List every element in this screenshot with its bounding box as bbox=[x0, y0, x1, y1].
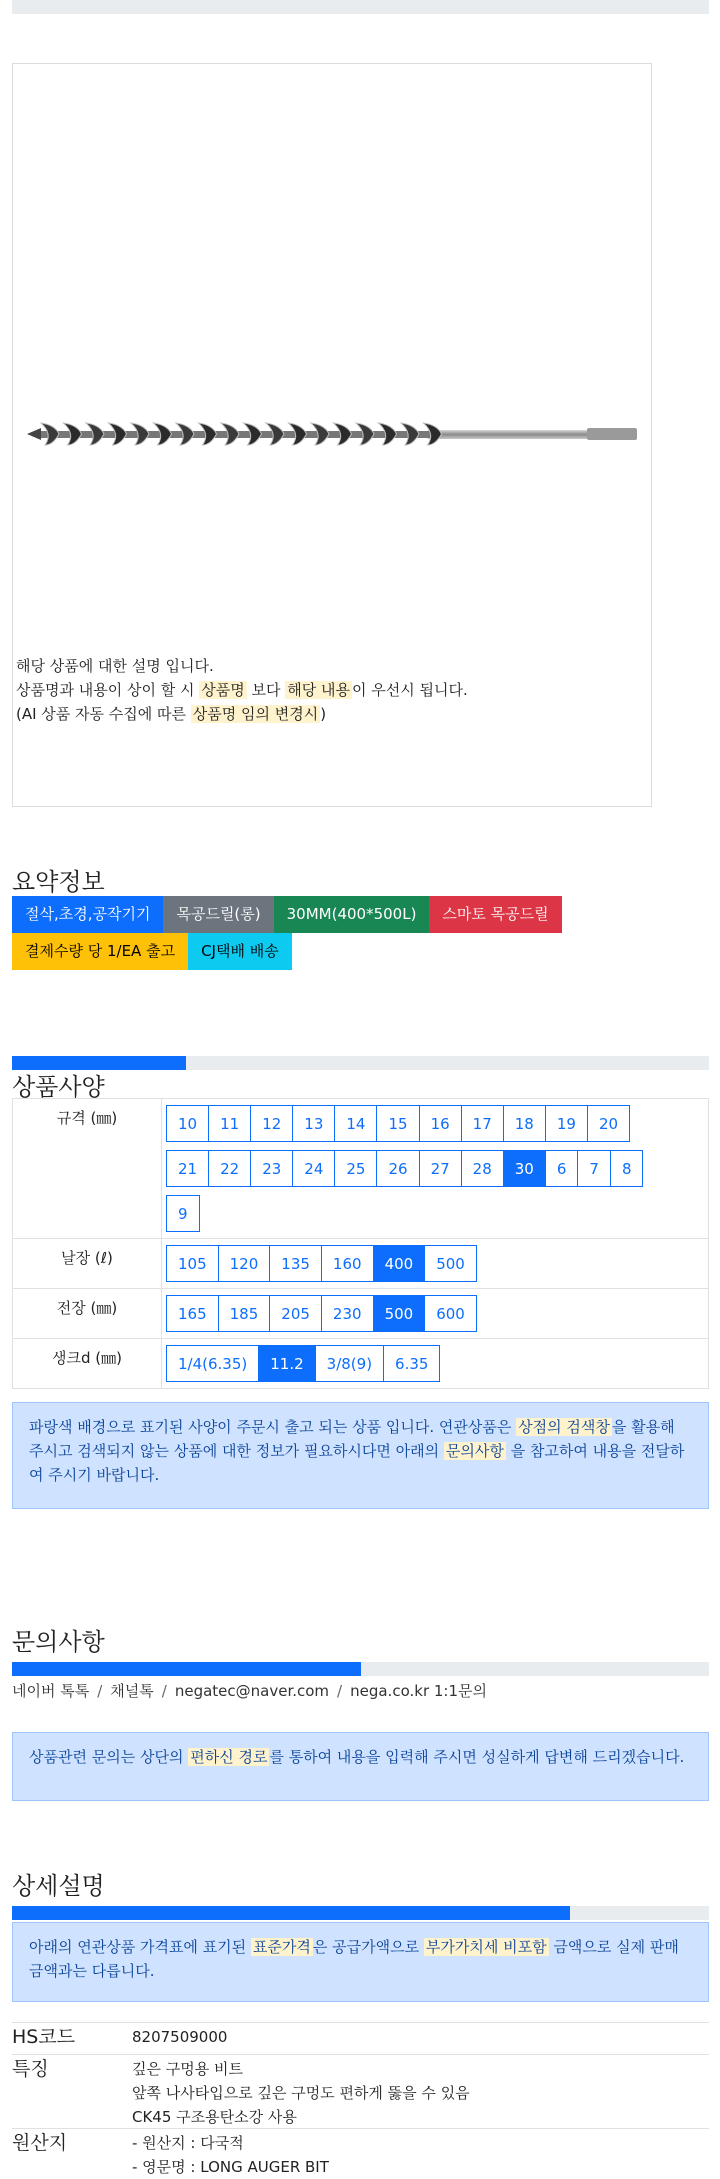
detail-progress-bar bbox=[12, 1906, 709, 1920]
contact-link[interactable]: nega.co.kr 1:1문의 bbox=[350, 1682, 487, 1700]
contact-link[interactable]: 채널톡 bbox=[110, 1682, 154, 1700]
spec-option[interactable]: 1/4(6.35) bbox=[166, 1345, 259, 1382]
spec-option[interactable]: 7 bbox=[577, 1150, 611, 1187]
spec-option[interactable]: 21 bbox=[166, 1150, 209, 1187]
spec-option[interactable]: 12 bbox=[250, 1105, 293, 1142]
note-line-3: (AI 상품 자동 수집에 따른 상품명 임의 변경시 ) bbox=[16, 705, 327, 723]
spec-options bbox=[162, 1339, 709, 1389]
spec-options bbox=[162, 1239, 709, 1289]
top-progress-bar bbox=[12, 0, 709, 14]
contact-link[interactable]: 네이버 톡톡 bbox=[12, 1682, 90, 1700]
feature-label: 특징 bbox=[12, 2058, 49, 2080]
summary-badge: 결제수량 당 1/EA 출고 bbox=[12, 933, 188, 970]
contact-links bbox=[12, 1680, 487, 1701]
inquiry-progress-bar bbox=[12, 1662, 709, 1676]
spec-options bbox=[162, 1289, 709, 1339]
spec-option[interactable]: 500 bbox=[424, 1245, 477, 1282]
feature-item: CK45 구조용탄소강 사용 bbox=[132, 2108, 297, 2126]
hs-code-value: 8207509000 bbox=[132, 2028, 228, 2046]
spec-option[interactable]: 11 bbox=[208, 1105, 251, 1142]
product-note bbox=[16, 654, 468, 726]
spec-option[interactable]: 22 bbox=[208, 1150, 251, 1187]
spec-progress-bar bbox=[12, 1056, 709, 1070]
note-line-1: 해당 상품에 대한 설명 입니다. bbox=[16, 657, 214, 675]
spec-option[interactable]: 13 bbox=[292, 1105, 335, 1142]
spec-row bbox=[13, 1289, 709, 1339]
spec-label: 생크d (㎜) bbox=[13, 1339, 162, 1389]
spec-option[interactable]: 27 bbox=[419, 1150, 462, 1187]
spec-alert: 파랑색 배경으로 표기된 사양이 주문시 출고 되는 상품 입니다. 연관상품은 상점의 검색창 을 활용해 주시고 검색되지 않는 상품에 대한 정보가 필요하시다면 아래의 문의사항 을 참고하여 내용을 전달하여 주시기 바랍니다. bbox=[12, 1402, 709, 1509]
separator: / bbox=[337, 1682, 343, 1700]
spec-option[interactable]: 25 bbox=[334, 1150, 377, 1187]
origin-list bbox=[132, 2131, 329, 2179]
summary-badge: 30MM(400*500L) bbox=[274, 896, 430, 933]
spec-option[interactable]: 24 bbox=[292, 1150, 335, 1187]
spec-row bbox=[13, 1099, 709, 1239]
spec-option[interactable]: 15 bbox=[376, 1105, 419, 1142]
origin-label: 원산지 bbox=[12, 2132, 68, 2154]
spec-row bbox=[13, 1339, 709, 1389]
spec-option[interactable]: 120 bbox=[218, 1245, 271, 1282]
separator: / bbox=[97, 1682, 103, 1700]
feature-list bbox=[132, 2057, 470, 2129]
origin-item: - 원산지 : 다국적 bbox=[132, 2134, 244, 2152]
summary-badge: 목공드릴(롱) bbox=[163, 896, 273, 933]
separator: / bbox=[161, 1682, 167, 1700]
spec-label: 규격 (㎜) bbox=[13, 1099, 162, 1239]
feature-item: 깊은 구멍용 비트 bbox=[132, 2060, 243, 2078]
detail-title: 상세설명 bbox=[12, 1872, 105, 1900]
spec-option[interactable]: 185 bbox=[218, 1295, 271, 1332]
contact-link[interactable]: negatec@naver.com bbox=[174, 1682, 330, 1700]
summary-badge: CJ택배 배송 bbox=[188, 933, 292, 970]
spec-option[interactable]: 28 bbox=[461, 1150, 504, 1187]
summary-badges bbox=[12, 896, 612, 970]
note-line-2: 상품명과 내용이 상이 할 시 상품명 보다 해당 내용 이 우선시 됩니다. bbox=[16, 681, 468, 699]
spec-option[interactable]: 105 bbox=[166, 1245, 219, 1282]
spec-option[interactable]: 6.35 bbox=[383, 1345, 440, 1382]
origin-row bbox=[12, 2128, 709, 2177]
spec-option[interactable]: 160 bbox=[321, 1245, 374, 1282]
spec-label: 날장 (ℓ) bbox=[13, 1239, 162, 1289]
spec-option[interactable]: 10 bbox=[166, 1105, 209, 1142]
spec-option[interactable]: 20 bbox=[587, 1105, 630, 1142]
spec-option[interactable]: 500 bbox=[373, 1295, 426, 1332]
spec-option[interactable]: 8 bbox=[610, 1150, 644, 1187]
summary-badge: 스마토 목공드릴 bbox=[429, 896, 561, 933]
feature-row bbox=[12, 2054, 709, 2129]
summary-title: 요약정보 bbox=[12, 868, 105, 896]
detail-alert: 아래의 연관상품 가격표에 표기된 표준가격 은 공급가액으로 부가가치세 비포함 금액으로 실제 판매금액과는 다릅니다. bbox=[12, 1922, 709, 2002]
spec-option[interactable]: 6 bbox=[545, 1150, 579, 1187]
spec-table bbox=[12, 1098, 709, 1389]
spec-option[interactable]: 30 bbox=[503, 1150, 546, 1187]
inquiry-title: 문의사항 bbox=[12, 1628, 105, 1656]
summary-badge: 절삭,초경,공작기기 bbox=[12, 896, 163, 933]
spec-option[interactable]: 400 bbox=[373, 1245, 426, 1282]
spec-option[interactable]: 600 bbox=[424, 1295, 477, 1332]
spec-option[interactable]: 3/8(9) bbox=[315, 1345, 384, 1382]
hs-code-row bbox=[12, 2022, 709, 2055]
hs-code-label: HS코드 bbox=[12, 2026, 76, 2048]
spec-option[interactable]: 23 bbox=[250, 1150, 293, 1187]
spec-option[interactable]: 11.2 bbox=[258, 1345, 315, 1382]
spec-option[interactable]: 230 bbox=[321, 1295, 374, 1332]
auger-bit-image bbox=[27, 419, 643, 449]
origin-item: - 영문명 : LONG AUGER BIT bbox=[132, 2158, 329, 2176]
feature-item: 앞쪽 나사타입으로 깊은 구멍도 편하게 뚫을 수 있음 bbox=[132, 2084, 470, 2102]
spec-row bbox=[13, 1239, 709, 1289]
spec-option[interactable]: 16 bbox=[419, 1105, 462, 1142]
spec-option[interactable]: 14 bbox=[334, 1105, 377, 1142]
spec-option[interactable]: 205 bbox=[269, 1295, 322, 1332]
inquiry-alert: 상품관련 문의는 상단의 편하신 경로 를 통하여 내용을 입력해 주시면 성실하게 답변해 드리겠습니다. bbox=[12, 1732, 709, 1801]
spec-option[interactable]: 17 bbox=[461, 1105, 504, 1142]
spec-option[interactable]: 135 bbox=[269, 1245, 322, 1282]
spec-options bbox=[162, 1099, 709, 1239]
spec-option[interactable]: 165 bbox=[166, 1295, 219, 1332]
spec-label: 전장 (㎜) bbox=[13, 1289, 162, 1339]
spec-option[interactable]: 19 bbox=[545, 1105, 588, 1142]
spec-option[interactable]: 9 bbox=[166, 1195, 200, 1232]
spec-option[interactable]: 26 bbox=[376, 1150, 419, 1187]
spec-title: 상품사양 bbox=[12, 1073, 105, 1101]
spec-option[interactable]: 18 bbox=[503, 1105, 546, 1142]
